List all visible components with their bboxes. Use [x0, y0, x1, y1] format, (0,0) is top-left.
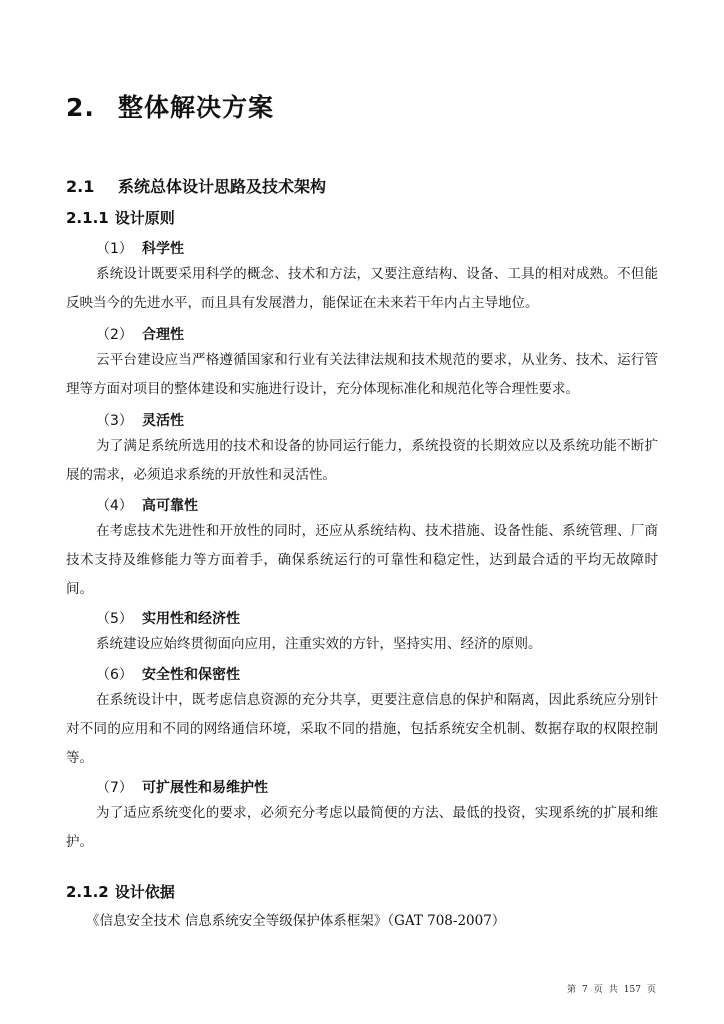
section-number: 2.1	[66, 177, 95, 196]
principle-title: 高可靠性	[142, 498, 198, 514]
subsection-heading-principles	[66, 207, 175, 228]
principle-text: 云平台建设应当严格遵循国家和行业有关法律法规和技术规范的要求，从业务、技术、运行管理等方面对项目的整体建设和实施进行设计，充分体现标准化和规范化等合理性要求。	[66, 352, 658, 397]
chapter-number: 2.	[66, 93, 95, 122]
principle-text: 为了满足系统所选用的技术和设备的协同运行能力，系统投资的长期效应以及系统功能不断扩展的需求，必须追求系统的开放性和灵活性。	[66, 438, 658, 483]
principle-number: （4）	[96, 498, 133, 514]
basis-reference: 《信息安全技术 信息系统安全等级保护体系框架》（GAT 708-2007）	[86, 913, 506, 929]
principle-title: 实用性和经济性	[142, 611, 240, 627]
principle-number: （6）	[96, 667, 133, 683]
footer-page-number: 7	[582, 985, 588, 995]
principle-title: 灵活性	[142, 413, 184, 429]
principle-heading	[96, 777, 268, 797]
subsection-number: 2.1.2	[66, 883, 109, 901]
principle-heading	[96, 664, 240, 684]
principle-heading	[96, 410, 184, 430]
principle-title: 可扩展性和易维护性	[142, 780, 268, 796]
principle-text: 为了适应系统变化的要求，必须充分考虑以最简便的方法、最低的投资，实现系统的扩展和维护。	[66, 805, 658, 850]
principle-text: 系统建设应始终贯彻面向应用，注重实效的方针，坚持实用、经济的原则。	[96, 636, 542, 652]
principle-heading	[96, 324, 184, 344]
principle-text: 系统设计既要采用科学的概念、技术和方法，又要注意结构、设备、工具的相对成熟。不但能反映当今的先进水平，而且具有发展潜力，能保证在未来若干年内占主导地位。	[66, 266, 658, 311]
principle-number: （5）	[96, 611, 133, 627]
page-footer	[567, 982, 662, 995]
principle-number: （3）	[96, 413, 133, 429]
footer-ye: 页	[646, 985, 656, 995]
subsection-title: 设计原则	[114, 209, 175, 227]
subsection-number: 2.1.1	[66, 209, 109, 227]
chapter-title: 整体解决方案	[118, 93, 275, 122]
principle-number: （1）	[96, 241, 133, 257]
section-heading	[66, 174, 326, 197]
principle-title: 科学性	[142, 241, 184, 257]
footer-ye: 页	[593, 985, 603, 995]
section-title: 系统总体设计思路及技术架构	[118, 177, 327, 196]
footer-gong: 共	[608, 985, 618, 995]
principle-heading	[96, 495, 198, 515]
footer-di: 第	[567, 985, 577, 995]
principle-heading	[96, 608, 240, 628]
footer-total-pages: 157	[623, 985, 641, 995]
subsection-title: 设计依据	[114, 883, 175, 901]
principle-number: （2）	[96, 327, 133, 343]
subsection-heading-basis	[66, 881, 175, 902]
principle-number: （7）	[96, 780, 133, 796]
principle-heading	[96, 238, 184, 258]
principle-title: 合理性	[142, 327, 184, 343]
principle-text: 在考虑技术先进性和开放性的同时，还应从系统结构、技术措施、设备性能、系统管理、厂商技术支持及维修能力等方面着手，确保系统运行的可靠性和稳定性，达到最合适的平均无故障时间。	[66, 523, 658, 597]
principle-title: 安全性和保密性	[142, 667, 240, 683]
principle-text: 在系统设计中，既考虑信息资源的充分共享，更要注意信息的保护和隔离，因此系统应分别针对不同的应用和不同的网络通信环境，采取不同的措施，包括系统安全机制、数据存取的权限控制等。	[66, 692, 658, 766]
chapter-heading	[66, 88, 274, 124]
